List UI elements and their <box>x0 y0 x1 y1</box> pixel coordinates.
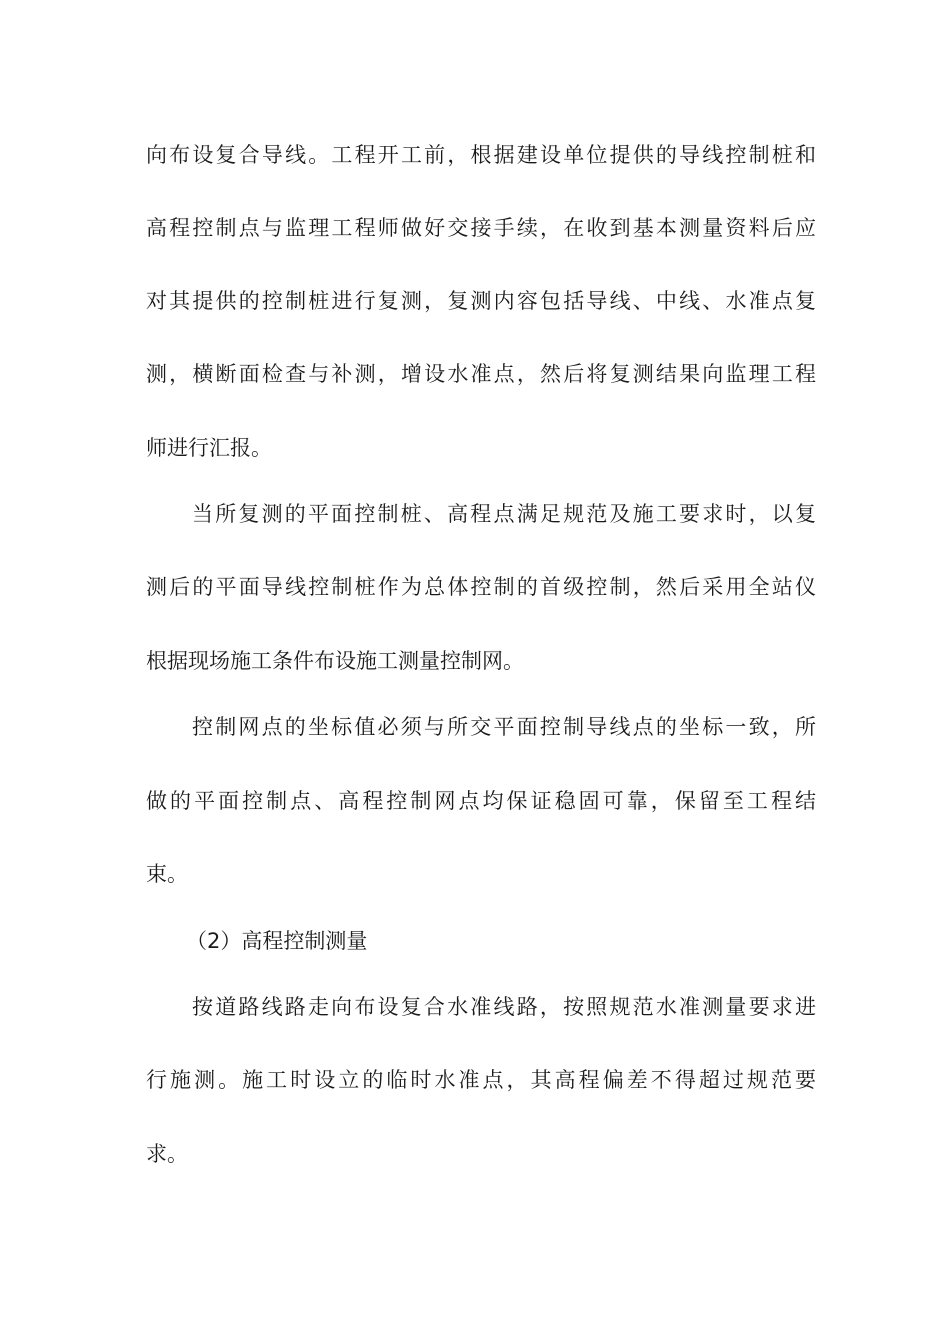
paragraph-1-line-4: 测，横断面检查与补测，增设水准点，然后将复测结果向监理工程 <box>146 362 816 386</box>
paragraph-4-line-3: 求。 <box>146 1142 188 1166</box>
paragraph-4-line-2: 行施测。施工时设立的临时水准点，其高程偏差不得超过规范要 <box>146 1068 816 1092</box>
paragraph-1-line-2: 高程控制点与监理工程师做好交接手续，在收到基本测量资料后应 <box>146 216 816 240</box>
paragraph-4-line-1: 按道路线路走向布设复合水准线路，按照规范水准测量要求进 <box>192 995 816 1019</box>
paragraph-3-line-2: 做的平面控制点、高程控制网点均保证稳固可靠，保留至工程结 <box>146 789 816 813</box>
paragraph-3-line-3: 束。 <box>146 862 188 886</box>
paragraph-1-line-1: 向布设复合导线。工程开工前，根据建设单位提供的导线控制桩和 <box>146 143 816 167</box>
paragraph-2-line-1: 当所复测的平面控制桩、高程点满足规范及施工要求时，以复 <box>192 502 816 526</box>
paragraph-3-line-1: 控制网点的坐标值必须与所交平面控制导线点的坐标一致，所 <box>192 715 816 739</box>
paragraph-2-line-3: 根据现场施工条件布设施工测量控制网。 <box>146 649 524 673</box>
paragraph-2-line-2: 测后的平面导线控制桩作为总体控制的首级控制，然后采用全站仪 <box>146 575 816 599</box>
paragraph-1-line-3: 对其提供的控制桩进行复测，复测内容包括导线、中线、水准点复 <box>146 289 816 313</box>
section-heading: （2）高程控制测量 <box>186 929 368 953</box>
paragraph-1-line-5: 师进行汇报。 <box>146 436 272 460</box>
